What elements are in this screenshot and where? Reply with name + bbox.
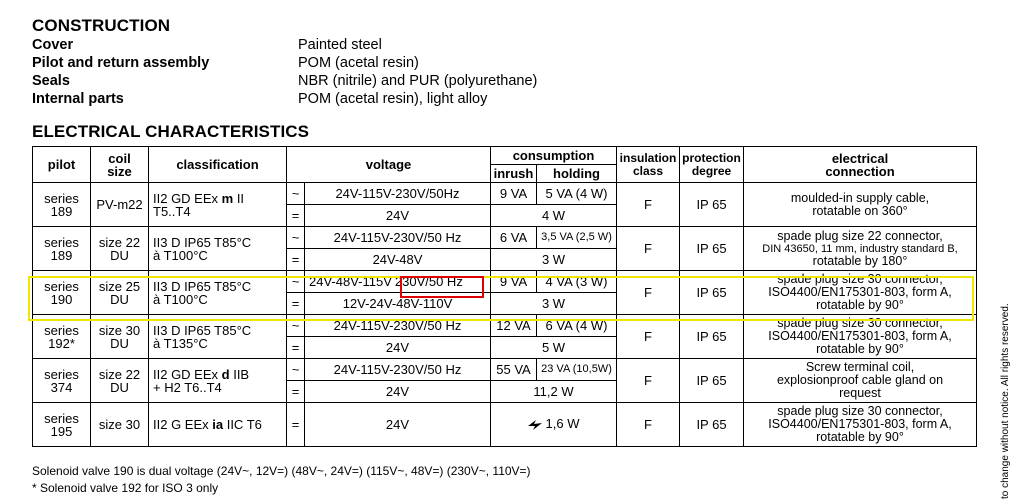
classification-cell: II3 D IP65 T85°C à T100°C — [149, 271, 287, 315]
ac-holding: 23 VA (10,5W) — [537, 359, 617, 381]
electrical-heading: ELECTRICAL CHARACTERISTICS — [32, 122, 310, 141]
dc-holding: 5 W — [491, 337, 617, 359]
pilot-cell: series 374 — [33, 359, 91, 403]
electrical-table — [32, 146, 977, 447]
insulation-cell: F — [617, 403, 680, 447]
header-pilot: pilot — [33, 147, 91, 183]
ac-voltage: 24V-115V-230V/50Hz — [305, 183, 491, 205]
header-voltage: voltage — [287, 147, 491, 183]
construction-value-seals: NBR (nitrile) and PUR (polyurethane) — [298, 73, 538, 89]
dc-voltage: 12V-24V-48V-110V — [305, 293, 491, 315]
protection-cell: IP 65 — [680, 359, 744, 403]
insulation-cell: F — [617, 271, 680, 315]
protection-cell: IP 65 — [680, 271, 744, 315]
header-inrush: inrush — [491, 165, 537, 183]
coil-cell: size 22 DU — [91, 359, 149, 403]
ac-voltage: 24V-115V-230V/50 Hz — [305, 359, 491, 381]
connection-cell: spade plug size 30 connector, ISO4400/EN175301-803, form A, rotatable by 90° — [744, 271, 977, 315]
ac-voltage: 24V-115V-230V/50 Hz — [305, 227, 491, 249]
pilot-cell: series 189 — [33, 227, 91, 271]
header-protection-degree: protection degree — [680, 147, 744, 183]
protection-cell: IP 65 — [680, 183, 744, 227]
bolt-icon — [528, 419, 542, 432]
connection-cell: spade plug size 30 connector, ISO4400/EN175301-803, form A, rotatable by 90° — [744, 315, 977, 359]
connection-cell: moulded-in supply cable, rotatable on 360° — [744, 183, 977, 227]
connection-cell: spade plug size 30 connector, ISO4400/EN175301-803, form A, rotatable by 90° — [744, 403, 977, 447]
ac-voltage: 24V-115V-230V/50 Hz — [305, 315, 491, 337]
coil-cell: size 30 — [91, 403, 149, 447]
construction-value-internal: POM (acetal resin), light alloy — [298, 91, 488, 107]
ac-inrush: 12 VA — [491, 315, 537, 337]
ac-symbol: ~ — [287, 359, 305, 381]
ac-inrush: 6 VA — [491, 227, 537, 249]
side-copyright-text: to change without notice. All rights reserved. — [1000, 303, 1011, 499]
dc-voltage: 24V — [305, 205, 491, 227]
pilot-cell: series 190 — [33, 271, 91, 315]
classification-cell: II2 G EEx ia IIC T6 — [149, 403, 287, 447]
footnote-dual-voltage: Solenoid valve 190 is dual voltage (24V~, 12V=) (48V~, 24V=) (115V~, 48V=) (230V~, 110V=) — [32, 464, 531, 478]
construction-value-cover: Painted steel — [298, 37, 382, 53]
pilot-cell: series 192* — [33, 315, 91, 359]
dc-symbol: = — [287, 293, 305, 315]
ac-symbol: ~ — [287, 227, 305, 249]
dc-voltage: 24V — [305, 403, 491, 447]
protection-cell: IP 65 — [680, 315, 744, 359]
ac-voltage-part: 24V-48V-115V — [309, 274, 392, 289]
header-holding: holding — [537, 165, 617, 183]
ac-symbol: ~ — [287, 315, 305, 337]
protection-cell: IP 65 — [680, 227, 744, 271]
classification-cell: II3 D IP65 T85°C à T100°C — [149, 227, 287, 271]
construction-label-pilot: Pilot and return assembly — [32, 55, 210, 71]
ac-symbol: ~ — [287, 183, 305, 205]
table-row — [33, 315, 977, 337]
classification-cell: II2 GD EEx m II T5..T4 — [149, 183, 287, 227]
ac-holding: 3,5 VA (2,5 W) — [537, 227, 617, 249]
ac-holding: 4 VA (3 W) — [537, 271, 617, 293]
dc-holding: 3 W — [491, 249, 617, 271]
table-row — [33, 403, 977, 447]
ac-inrush: 9 VA — [491, 271, 537, 293]
coil-cell: PV-m22 — [91, 183, 149, 227]
header-classification: classification — [149, 147, 287, 183]
dc-symbol: = — [287, 337, 305, 359]
header-electrical-connection: electrical connection — [744, 147, 977, 183]
dc-holding: 1,6 W — [491, 403, 617, 447]
dc-symbol: = — [287, 249, 305, 271]
ac-holding: 5 VA (4 W) — [537, 183, 617, 205]
header-coil-size: coil size — [91, 147, 149, 183]
classification-cell: II2 GD EEx d IIB + H2 T6..T4 — [149, 359, 287, 403]
construction-heading: CONSTRUCTION — [32, 16, 171, 35]
footnote-iso3: * Solenoid valve 192 for ISO 3 only — [32, 481, 219, 495]
table-row — [33, 271, 977, 293]
construction-value-pilot: POM (acetal resin) — [298, 55, 419, 71]
classification-cell: II3 D IP65 T85°C à T135°C — [149, 315, 287, 359]
dc-voltage: 24V — [305, 337, 491, 359]
protection-cell: IP 65 — [680, 403, 744, 447]
ac-inrush: 9 VA — [491, 183, 537, 205]
pilot-cell: series 195 — [33, 403, 91, 447]
dc-holding: 4 W — [491, 205, 617, 227]
construction-label-seals: Seals — [32, 73, 70, 89]
coil-cell: size 30 DU — [91, 315, 149, 359]
construction-label-cover: Cover — [32, 37, 74, 53]
coil-cell: size 25 DU — [91, 271, 149, 315]
dc-holding: 3 W — [491, 293, 617, 315]
ac-inrush: 55 VA — [491, 359, 537, 381]
insulation-cell: F — [617, 227, 680, 271]
insulation-cell: F — [617, 359, 680, 403]
construction-label-internal: Internal parts — [32, 91, 124, 107]
table-row — [33, 183, 977, 205]
dc-voltage: 24V-48V — [305, 249, 491, 271]
insulation-cell: F — [617, 315, 680, 359]
insulation-cell: F — [617, 183, 680, 227]
dc-symbol: = — [287, 403, 305, 447]
table-row — [33, 227, 977, 249]
ac-voltage-highlight: 230V/50 Hz — [394, 274, 463, 289]
dc-holding: 11,2 W — [491, 381, 617, 403]
dc-symbol: = — [287, 205, 305, 227]
dc-voltage: 24V — [305, 381, 491, 403]
connection-cell: Screw terminal coil, explosionproof cable gland on request — [744, 359, 977, 403]
dc-symbol: = — [287, 381, 305, 403]
connection-cell: spade plug size 22 connector, DIN 43650, 11 mm, industry standard B, rotatable by 180° — [744, 227, 977, 271]
ac-holding: 6 VA (4 W) — [537, 315, 617, 337]
ac-voltage — [305, 271, 491, 293]
header-consumption: consumption — [491, 147, 617, 165]
header-insulation-class: insulation class — [617, 147, 680, 183]
coil-cell: size 22 DU — [91, 227, 149, 271]
pilot-cell: series 189 — [33, 183, 91, 227]
ac-symbol: ~ — [287, 271, 305, 293]
table-row — [33, 359, 977, 381]
